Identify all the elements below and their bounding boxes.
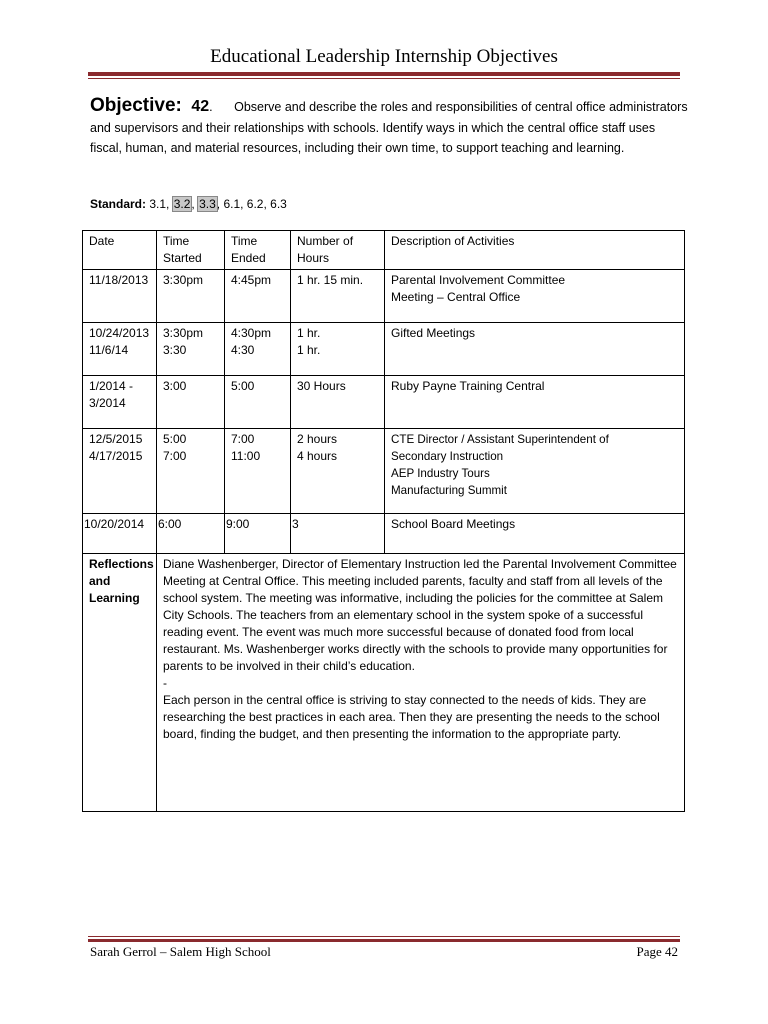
reflections-row (83, 554, 685, 812)
standard-item-highlighted: 3.3 (199, 197, 216, 211)
objective-number: 42 (191, 98, 210, 115)
table-row (83, 429, 685, 514)
objective-block (90, 96, 690, 159)
footer-page-number: Page 42 (636, 944, 678, 959)
cell-description: Ruby Payne Training Central (385, 376, 685, 429)
cell-end: 9:00 (225, 514, 291, 554)
cell-start: 3:30pm 3:30 (157, 323, 225, 376)
cell-start: 3:30pm (157, 270, 225, 323)
cell-date: 10/20/2014 (83, 514, 157, 554)
header-rule-thin (88, 78, 680, 79)
table-row (83, 270, 685, 323)
cell-end: 7:00 11:00 (225, 429, 291, 514)
cell-end: 4:30pm 4:30 (225, 323, 291, 376)
cell-date: 11/18/2013 (83, 270, 157, 323)
standard-line: Standard: 3.1, 3.2, 3.3, 6.1, 6.2, 6.3 (90, 197, 287, 211)
objective-dot: . (209, 100, 213, 114)
cell-start: 3:00 (157, 376, 225, 429)
header-rule-thick (88, 72, 680, 76)
cell-date: 1/2014 - 3/2014 (83, 376, 157, 429)
footer-rule-thin (88, 936, 680, 937)
cell-hours: 3 (291, 514, 385, 554)
standard-item: 6.1 (223, 197, 241, 211)
cell-hours: 1 hr. 15 min. (291, 270, 385, 323)
header-date: Date (83, 231, 157, 270)
activity-log-table (82, 230, 685, 812)
reflections-label: Reflections and Learning (83, 554, 157, 812)
objective-text: Observe and describe the roles and responsibilities of central office administrators and supervisors and their relationships with schools. Identify ways in which the central office staff uses fiscal, human, and material resources, including their own time, to support teaching and learning. (90, 100, 688, 155)
standard-item-highlighted: 3.2 (173, 197, 191, 211)
reflections-paragraph: Diane Washenberger, Director of Elementary Instruction led the Parental Involvement Committee Meeting at Central Office. This meeting included parents, faculty and staff from all levels of the school system. The meeting was informative, including the policies for the committee at Salem City Schools. The teachers from an elementary school in the system spoke of a successful reading event. The event was much more successful because of donated food from local restaurant. Ms. Washenberger works directly with the schools to provide many opportunities for parents to be involved in their child’s education. (163, 557, 677, 673)
header-description: Description of Activities (385, 231, 685, 270)
cell-hours: 2 hours 4 hours (291, 429, 385, 514)
cell-start: 5:00 7:00 (157, 429, 225, 514)
footer-rule-thick (88, 939, 680, 942)
cell-date: 12/5/2015 4/17/2015 (83, 429, 157, 514)
cell-description: CTE Director / Assistant Superintendent of Secondary Instruction AEP Industry Tours Manufacturing Summit (385, 429, 685, 514)
table-row (83, 514, 685, 554)
cell-date: 10/24/2013 11/6/14 (83, 323, 157, 376)
reflections-separator: - (163, 676, 167, 690)
objective-label: Objective: (90, 95, 182, 116)
cell-description: School Board Meetings (385, 514, 685, 554)
header-number-of-hours: Number of Hours (291, 231, 385, 270)
reflections-paragraph: Each person in the central office is striving to stay connected to the needs of kids. They are researching the best practices in each area. Then they are presenting the needs to the school board, finding the budget, and then presenting the information to the appropriate party. (163, 693, 660, 741)
footer-author: Sarah Gerrol – Salem High School (90, 944, 271, 959)
table-header-row (83, 231, 685, 270)
cell-end: 5:00 (225, 376, 291, 429)
header-time-started: Time Started (157, 231, 225, 270)
cell-description: Parental Involvement Committee Meeting – Central Office (385, 270, 685, 323)
cell-start: 6:00 (157, 514, 225, 554)
standard-item: 6.2 (246, 197, 264, 211)
standard-item: 6.3 (270, 197, 287, 211)
cell-hours: 1 hr. 1 hr. (291, 323, 385, 376)
header-time-ended: Time Ended (225, 231, 291, 270)
reflections-text (157, 554, 685, 812)
standard-item: 3.1 (149, 197, 167, 211)
cell-description: Gifted Meetings (385, 323, 685, 376)
table-row (83, 376, 685, 429)
table-row (83, 323, 685, 376)
cell-hours: 30 Hours (291, 376, 385, 429)
standard-label: Standard: (90, 197, 147, 211)
page-header-title: Educational Leadership Internship Objectives (210, 46, 558, 67)
cell-end: 4:45pm (225, 270, 291, 323)
